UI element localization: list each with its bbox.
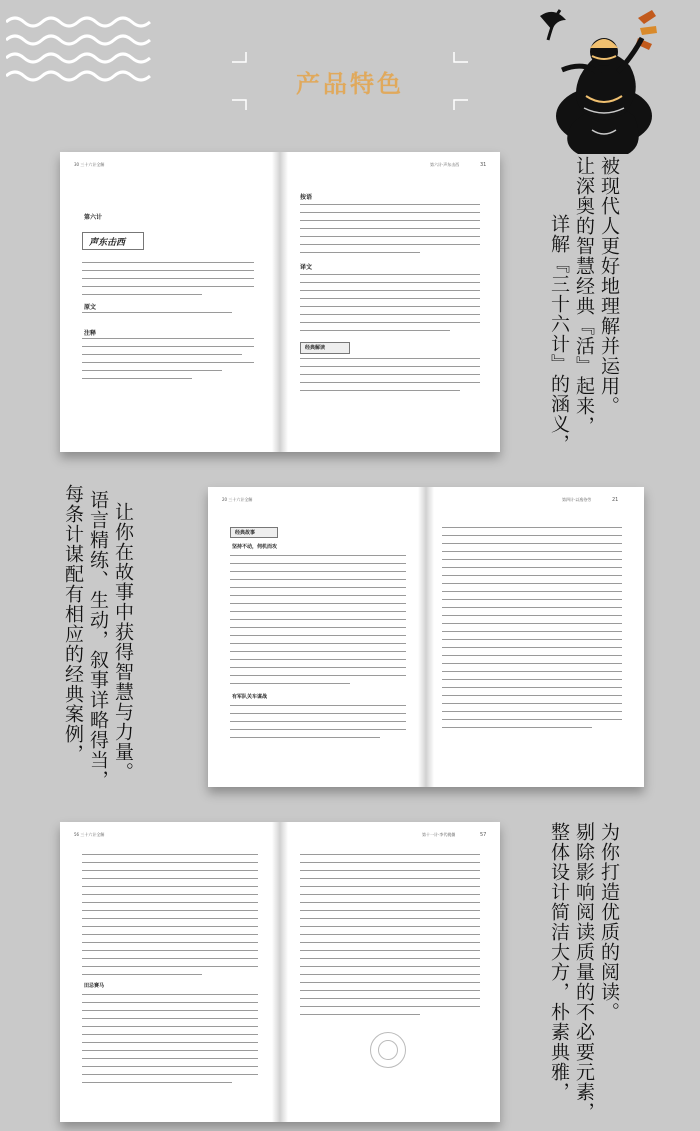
spread-2-right-header: 第四计·以逸待劳 [562,497,592,502]
feature-2-text [60,484,135,790]
spread-2-heading-1: 经典故事 [235,530,256,536]
feature-1-line-2: 让深奥的智慧经典『活』起来， [573,156,595,436]
spread-2-left-header: 20 三十六计全解 [222,497,253,502]
spread-1-right-header: 第六计·声东击西 [430,162,460,167]
feature-1-line-3: 被现代人更好地理解并运用。 [598,156,620,416]
spread-1-left-header: 30 三十六计全解 [74,162,105,167]
spread-1-heading-1: 原文 [84,304,97,311]
feature-2-line-2: 语言精练、生动，叙事详略得当， [87,490,109,790]
spread-3-right-header: 第十一计·李代桃僵 [422,832,456,837]
feature-2-line-3: 让你在故事中获得智慧与力量。 [112,502,134,782]
wave-ornament [6,14,156,84]
book-spread-1 [60,152,500,452]
feature-3-line-3: 为你打造优质的阅读。 [598,822,620,1022]
feature-1-line-1: 详解『三十六计』的涵义， [548,214,570,454]
spread-2-story-box [230,527,278,538]
spread-2-heading-2: 坚持不动，伺机而攻 [232,544,278,550]
spread-3-ornament-inner [378,1040,398,1060]
spread-1-chapter-title: 声东击西 [89,238,126,248]
feature-3-text [546,822,621,1122]
feature-3-line-2: 剔除影响阅读质量的不必要元素， [573,822,595,1122]
spread-1-right-page-number: 31 [480,162,487,168]
title-banner [246,58,454,104]
page-title: 产品特色 [296,68,404,98]
spread-2-right-page-number: 21 [612,497,619,503]
spread-2-heading-3: 有军队关车谋战 [232,694,268,700]
spread-1-heading-4: 译文 [300,264,313,271]
spread-1-heading-5: 经典解读 [305,345,326,351]
feature-1-text [546,156,621,454]
feature-2-line-1: 每条计谋配有相应的经典案例， [62,484,84,764]
spread-3-right-page-number: 57 [480,832,487,838]
spread-3-heading-1: 田忌赛马 [84,983,105,989]
spread-1-section-label: 第六计 [84,214,103,221]
spread-1-heading-2: 注释 [84,330,97,337]
spread-1-title-box [82,232,144,250]
feature-3-line-1: 整体设计简洁大方，朴素典雅， [548,822,570,1102]
warrior-figure-illustration [534,6,674,156]
book-spread-3 [60,822,500,1122]
spread-1-highlight-box [300,342,350,354]
spread-1-heading-3: 按语 [300,194,313,201]
book-spread-2 [208,487,644,787]
spread-3-left-header: 56 三十六计全解 [74,832,105,837]
